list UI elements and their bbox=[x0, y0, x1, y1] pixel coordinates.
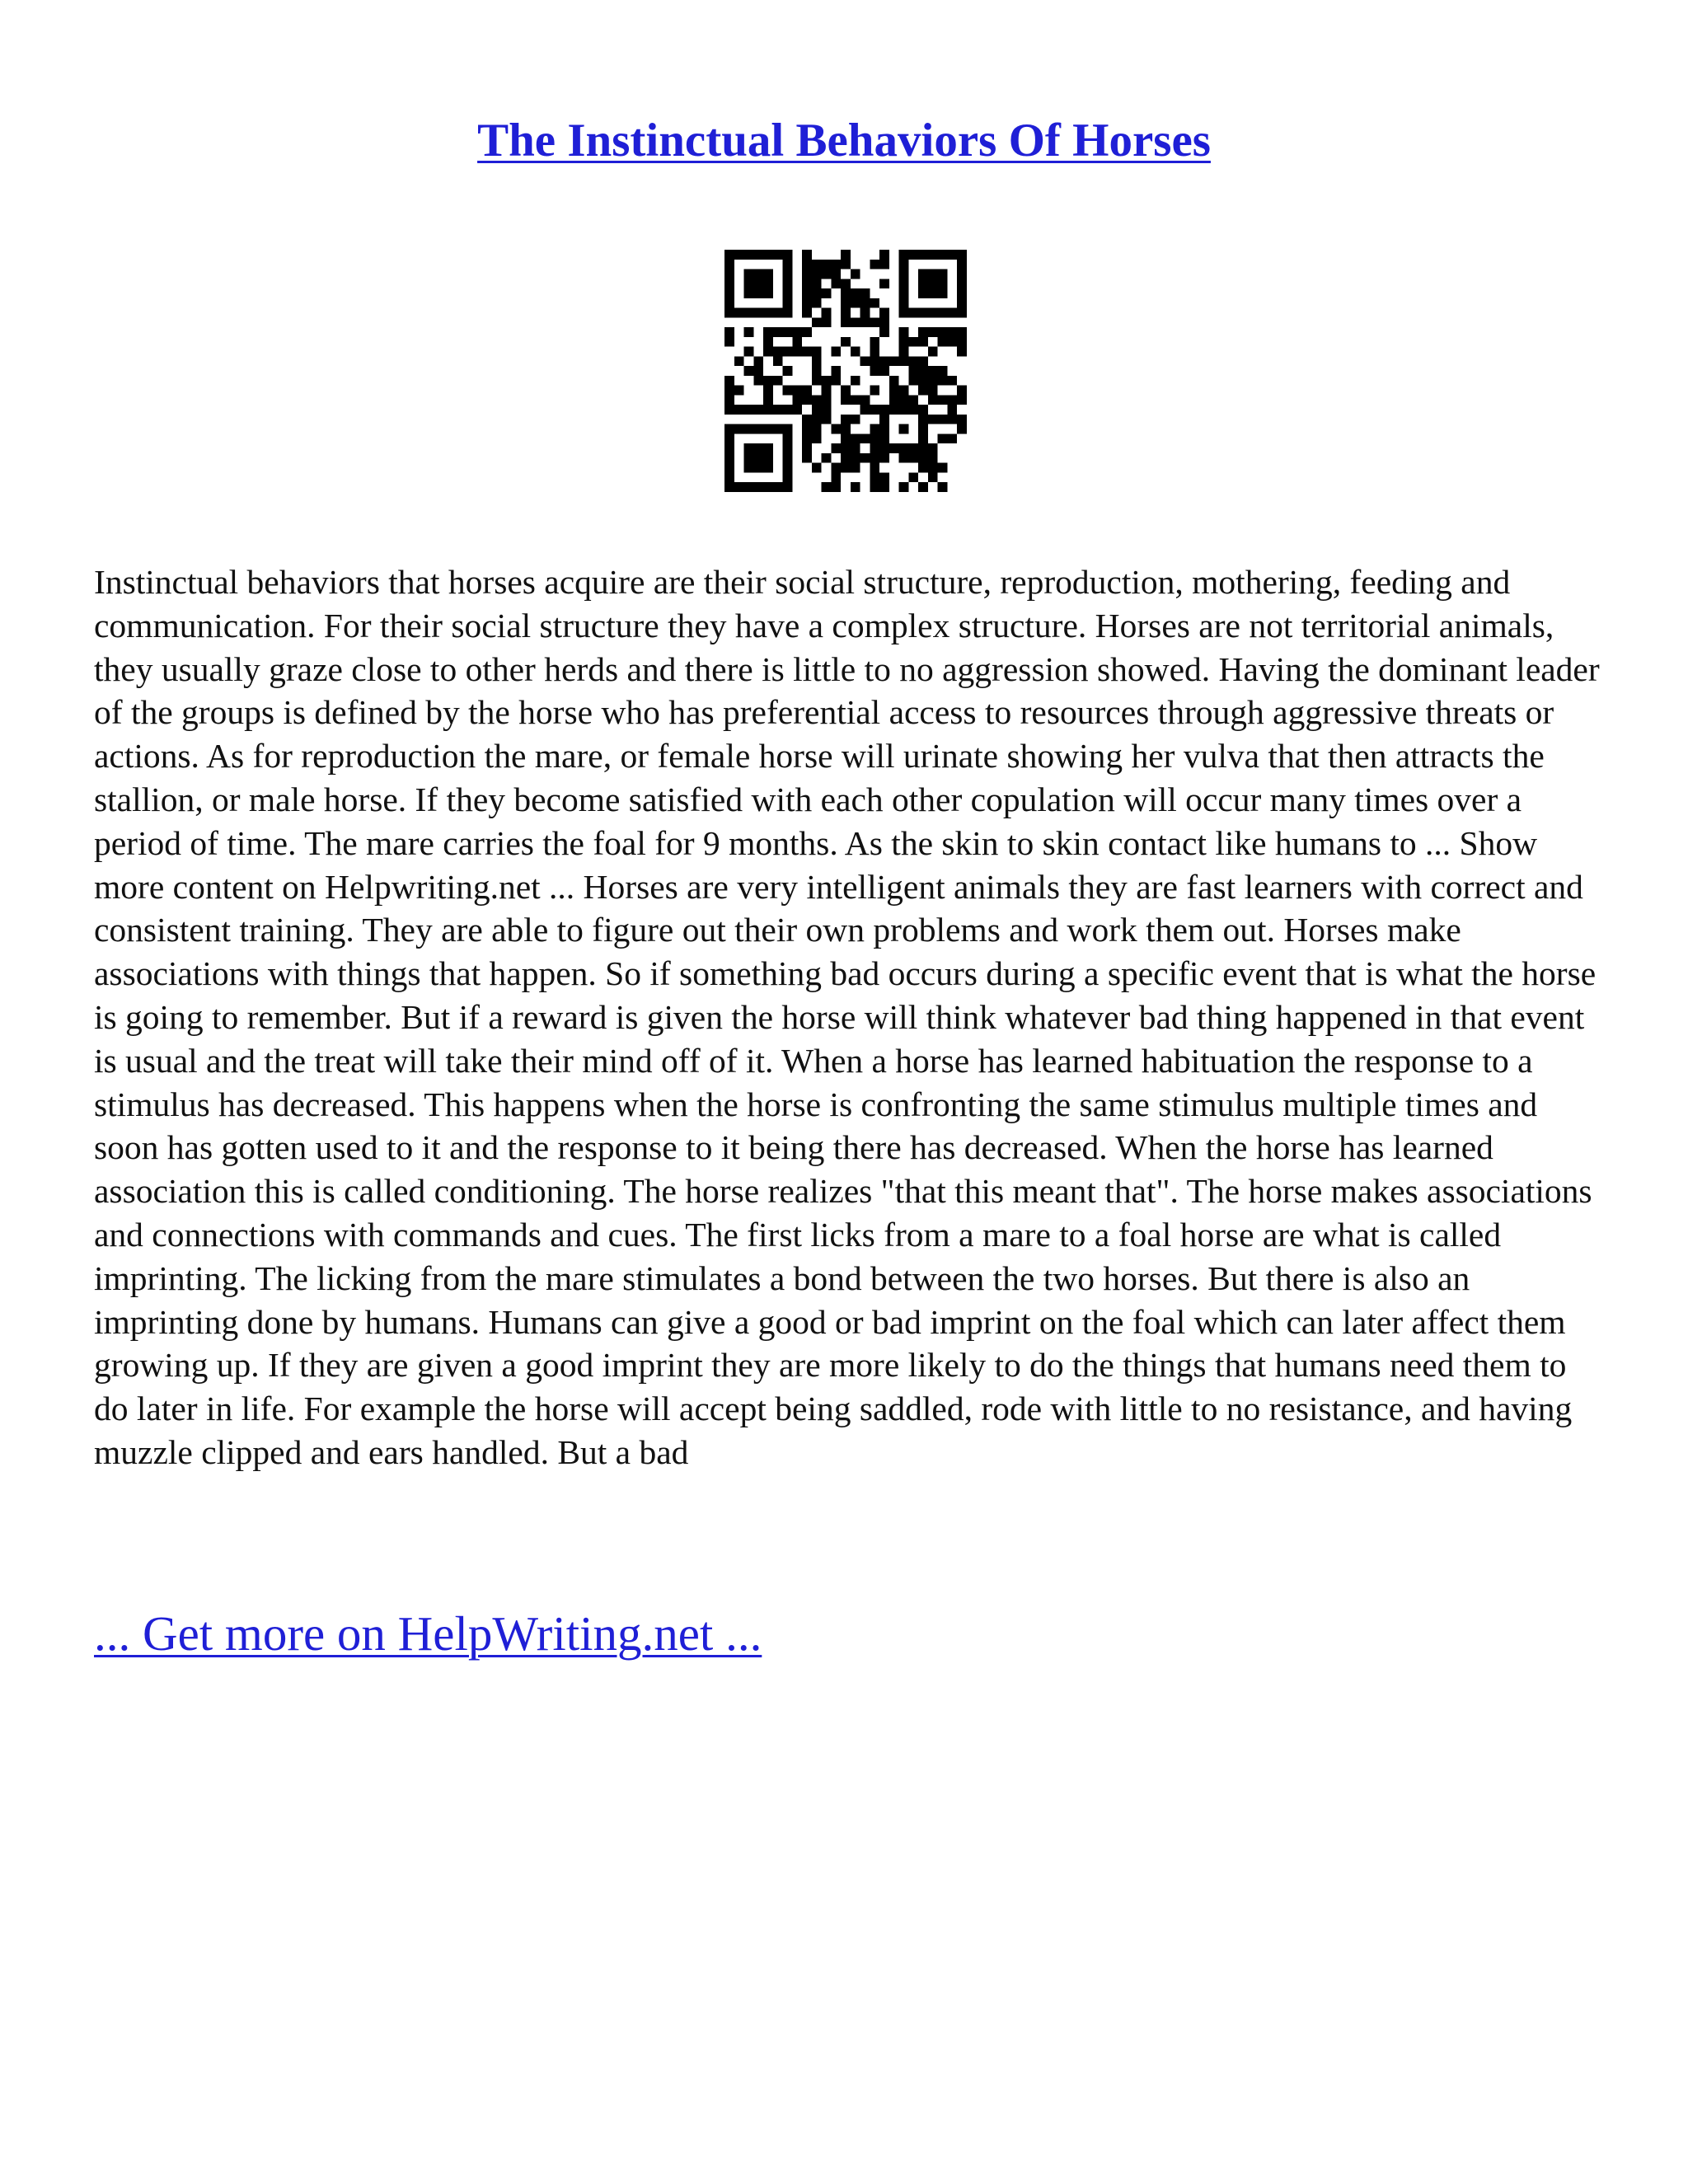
more-link-container bbox=[94, 1605, 762, 1662]
article-body: Instinctual behaviors that horses acquire are their social structure, reproduction, mothering, feeding and communication. For their social structure they have a complex structure. Horses are not territorial animals, they usually graze close to other herds and there is little to no aggression showed. Having the dominant leader of the groups is defined by the horse who has preferential access to resources through aggressive threats or actions. As for reproduction the mare, or female horse will urinate showing her vulva that then attracts the stallion, or male horse. If they become satisfied with each other copulation will occur many times over a period of time. The mare carries the foal for 9 months. As the skin to skin contact like humans to ... Show more content on Helpwriting.net ... Horses are very intelligent animals they are fast learners with correct and consistent training. They are able to figure out their own problems and work them out. Horses make associations with things that happen. So if something bad occurs during a specific event that is what the horse is going to remember. But if a reward is given the horse will think whatever bad thing happened in that event is usual and the treat will take their mind off of it. When a horse has learned habituation the response to a stimulus has decreased. This happens when the horse is confronting the same stimulus multiple times and soon has gotten used to it and the response to it being there has decreased. When the horse has learned association this is called conditioning. The horse realizes "that this meant that". The horse makes associations and connections with commands and cues. The first licks from a mare to a foal horse are what is called imprinting. The licking from the mare stimulates a bond between the two horses. But there is also an imprinting done by humans. Humans can give a good or bad imprint on the foal which can later affect them growing up. If they are given a good imprint they are more likely to do the things that humans need them to do later in life. For example the horse will accept being saddled, rode with little to no resistance, and having muzzle clipped and ears handled. But a bad bbox=[94, 563, 1600, 1471]
title-container bbox=[0, 114, 1688, 167]
page-title-link[interactable]: The Instinctual Behaviors Of Horses bbox=[477, 115, 1211, 166]
qr-code-icon bbox=[724, 250, 967, 492]
get-more-link[interactable]: ... Get more on HelpWriting.net ... bbox=[94, 1606, 762, 1661]
